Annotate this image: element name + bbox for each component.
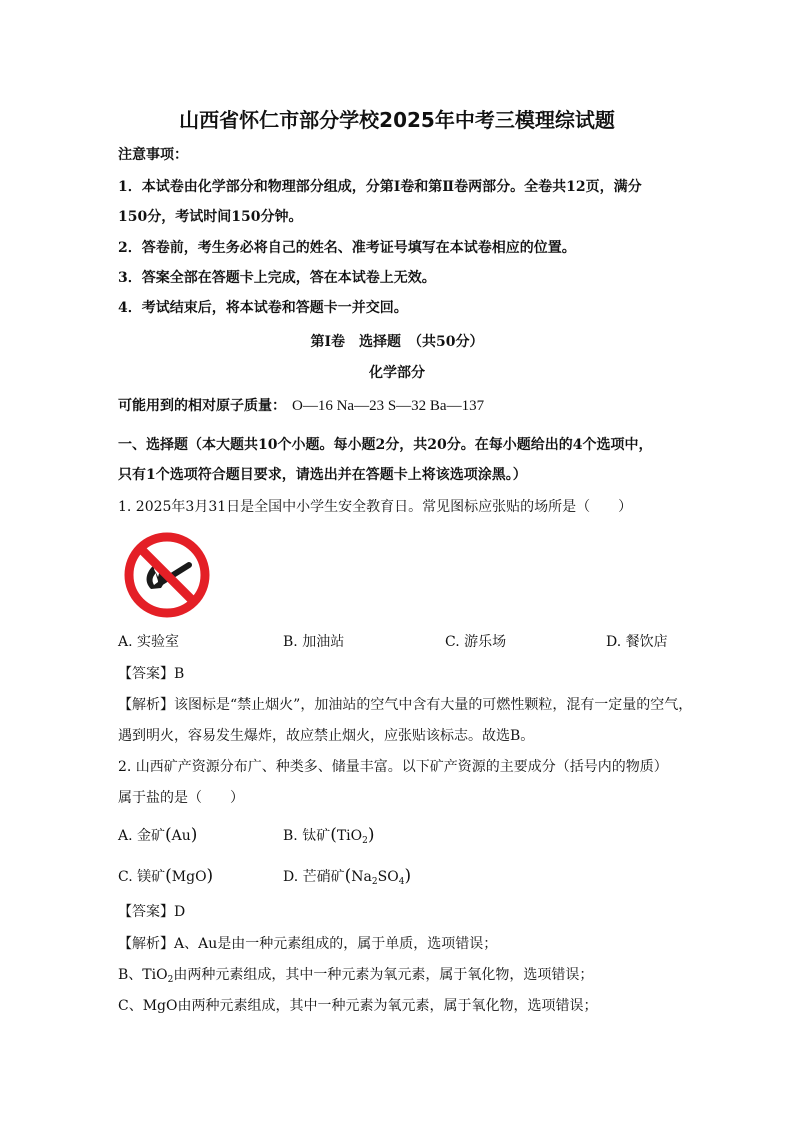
q1-explanation-1: 【解析】该图标是“禁止烟火”，加油站的空气中含有大量的可燃性颗粒，混有一定量的空气， — [118, 697, 693, 713]
q2-option-b-subscript: 2 — [362, 836, 368, 846]
q2-answer: 【答案】D — [118, 904, 186, 920]
notice-item-1-cont: 150分，考试时间150分钟。 — [118, 209, 303, 225]
notice-item-3: 3．答案全部在答题卡上完成，答在本试卷上无效。 — [118, 270, 436, 286]
q2-option-b-formula: TiO — [336, 828, 363, 844]
section-title: 第Ⅰ卷 选择题 （共50分） — [310, 334, 484, 350]
q2-explanation-b-rest: 由两种元素组成，其中一种元素为氧元素，属于氧化物，选项错误； — [173, 967, 594, 983]
q2-option-d-subscript-1: 2 — [371, 877, 378, 887]
no-smoking-sign-icon — [123, 531, 211, 619]
q2-explanation-c: C、MgO由两种元素组成，其中一种元素为氧元素，属于氧化物，选项错误； — [118, 998, 598, 1014]
notice-item-1: 1．本试卷由化学部分和物理部分组成，分第Ⅰ卷和第Ⅱ卷两部分。全卷共12页，满分 — [118, 179, 642, 195]
q1-option-b: B. 加油站 — [283, 634, 345, 650]
q1-option-c: C. 游乐场 — [445, 634, 507, 650]
q1-explanation-2: 遇到明火，容易发生爆炸，故应禁止烟火，应张贴该标志。故选B。 — [118, 728, 535, 744]
q1-option-a: A. 实验室 — [118, 634, 180, 650]
q1-stem: 1. 2025年3月31日是全国中小学生安全教育日。常见图标应张贴的场所是（ ） — [118, 499, 633, 515]
q2-explanation-a: 【解析】A、Au是由一种元素组成的，属于单质，选项错误； — [118, 936, 498, 952]
q2-option-c: C. 镁矿(MgO) — [118, 866, 214, 886]
q2-option-d-formula-na: Na — [351, 869, 372, 885]
notice-item-4: 4．考试结束后，将本试卷和答题卡一并交回。 — [118, 300, 408, 316]
q2-option-d-subscript-2: 4 — [398, 877, 405, 887]
q2-option-c-label: C. 镁矿 — [118, 869, 166, 885]
q2-option-d-label: D. 芒硝矿 — [283, 869, 345, 885]
instructions-line-1: 一、选择题（本大题共10个小题。每小题2分，共20分。在每小题给出的4个选项中， — [118, 437, 653, 453]
q2-explanation-b — [118, 965, 593, 990]
atomic-mass-line — [118, 396, 484, 416]
q2-explanation-b-prefix: B、TiO — [118, 967, 168, 983]
atomic-mass-label: 可能用到的相对原子质量： — [118, 398, 286, 414]
instructions-line-2: 只有1个选项符合题目要求，请选出并在答题卡上将该选项涂黑。） — [118, 467, 527, 483]
q2-option-a-label: A. 金矿 — [118, 828, 166, 844]
notice-item-2: 2．答卷前，考生务必将自己的姓名、准考证号填写在本试卷相应的位置。 — [118, 240, 576, 256]
q2-stem-1: 2. 山西矿产资源分布广、种类多、储量丰富。以下矿产资源的主要成分（括号内的物质） — [118, 759, 668, 775]
q2-option-b: B. 钛矿(TiO$_2$) — [283, 825, 375, 846]
q2-option-d-formula-so: SO — [377, 869, 399, 885]
q1-answer: 【答案】B — [118, 666, 185, 682]
atomic-mass-values: O—16 Na—23 S—32 Ba—137 — [292, 398, 485, 414]
q2-option-d: D. 芒硝矿$(Na_2SO_4)$ — [283, 866, 412, 887]
q1-option-d: D. 餐饮店 — [606, 634, 668, 650]
q2-option-c-formula: MgO — [171, 869, 207, 885]
q2-option-a-formula: Au — [171, 828, 191, 844]
q2-option-b-label: B. 钛矿 — [283, 828, 331, 844]
notice-heading: 注意事项： — [118, 147, 188, 163]
section-subtitle: 化学部分 — [369, 365, 425, 381]
page-title: 山西省怀仁市部分学校2025年中考三模理综试题 — [179, 108, 615, 132]
q2-stem-2: 属于盐的是（ ） — [118, 790, 244, 806]
q2-option-a: A. 金矿(Au) — [118, 825, 198, 845]
q2-explanation-b-subscript: 2 — [167, 975, 174, 985]
